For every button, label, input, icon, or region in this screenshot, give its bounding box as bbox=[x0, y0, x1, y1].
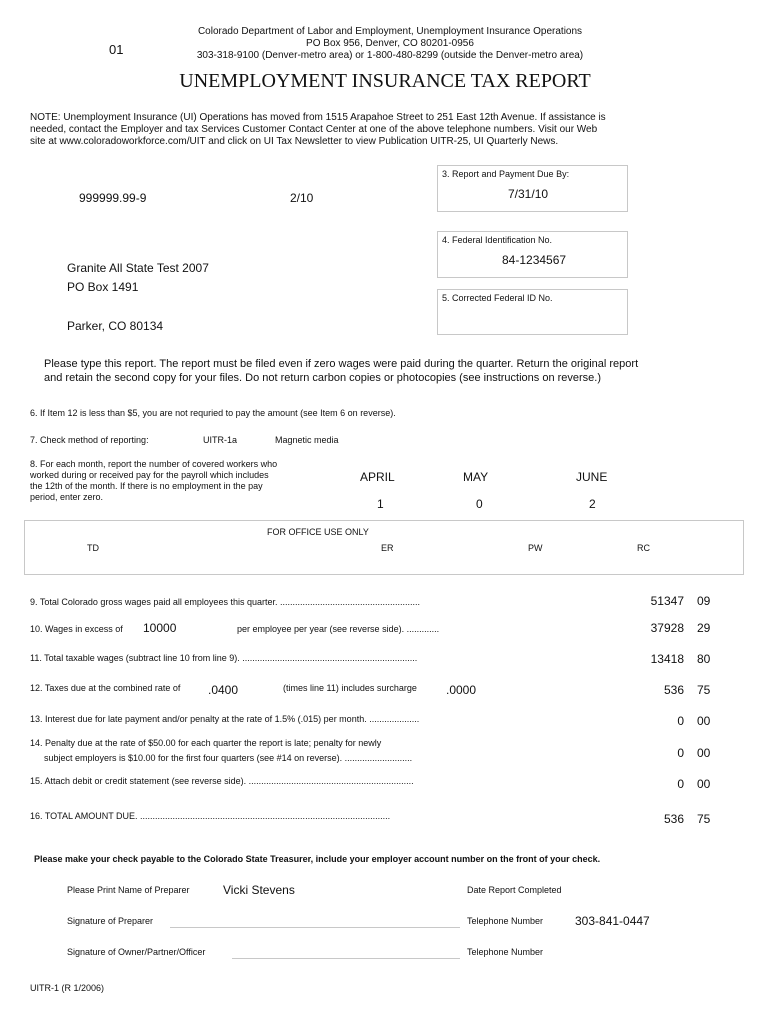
corrected-id-label: 5. Corrected Federal ID No. bbox=[442, 293, 553, 303]
line-9-dollars[interactable]: 51347 bbox=[650, 594, 684, 608]
account-number: 999999.99-9 bbox=[79, 191, 147, 205]
month-may-label: MAY bbox=[463, 470, 489, 484]
item-6-text: 6. If Item 12 is less than $5, you are not requried to pay the amount (see Item 6 on reverse). bbox=[30, 408, 396, 418]
owner-signature-label: Signature of Owner/Partner/Officer bbox=[67, 947, 206, 957]
item-8-line-4: period, enter zero. bbox=[30, 492, 104, 502]
line-12-cents[interactable]: 75 bbox=[697, 683, 711, 697]
corrected-id-box[interactable] bbox=[437, 289, 628, 335]
item-7-label: 7. Check method of reporting: bbox=[30, 435, 149, 445]
instructions-line-1: Please type this report. The report must be filed even if zero wages were paid during the quarter. Return the original report bbox=[44, 358, 639, 370]
line-16-label: 16. TOTAL AMOUNT DUE. .................................................................................................... bbox=[30, 811, 391, 821]
page-title: UNEMPLOYMENT INSURANCE TAX REPORT bbox=[179, 70, 591, 92]
line-14-dollars[interactable]: 0 bbox=[677, 746, 684, 760]
preparer-telephone-value[interactable]: 303-841-0447 bbox=[575, 914, 650, 928]
line-14-label-a: 14. Penalty due at the rate of $50.00 for each quarter the report is late; penalty for newly bbox=[30, 738, 382, 748]
line-9-cents[interactable]: 09 bbox=[697, 594, 711, 608]
line-12-surcharge[interactable]: .0000 bbox=[446, 683, 477, 697]
month-april-count[interactable]: 1 bbox=[377, 497, 384, 511]
line-12-label-b: (times line 11) includes surcharge bbox=[283, 683, 417, 693]
due-date-box[interactable] bbox=[437, 165, 628, 212]
office-td: TD bbox=[87, 543, 99, 553]
report-period: 2/10 bbox=[290, 191, 314, 205]
agency-header bbox=[160, 26, 620, 62]
item-8-line-1: 8. For each month, report the number of covered workers who bbox=[30, 459, 278, 469]
preparer-signature-line[interactable] bbox=[170, 927, 460, 928]
office-use-title: FOR OFFICE USE ONLY bbox=[267, 527, 369, 537]
instructions-block bbox=[44, 357, 638, 385]
federal-id-value: 84-1234567 bbox=[502, 253, 567, 267]
line-14-label-b: subject employers is $10.00 for the first four quarters (see #14 on reverse). ........................... bbox=[44, 753, 413, 763]
agency-line-3: 303-318-9100 (Denver-metro area) or 1-800-480-8299 (outside the Denver-metro area) bbox=[196, 50, 584, 61]
note-line-3: site at www.coloradoworkforce.com/UIT and click on UI Tax Newsletter to view Publication UITR-25, UI Quarterly News. bbox=[30, 136, 559, 147]
federal-id-label: 4. Federal Identification No. bbox=[442, 235, 553, 245]
month-june-count[interactable]: 2 bbox=[589, 497, 596, 511]
preparer-telephone-label: Telephone Number bbox=[467, 916, 544, 926]
federal-id-box[interactable] bbox=[437, 231, 628, 278]
item-7-option-uitr[interactable]: UITR-1a bbox=[203, 435, 238, 445]
line-10-dollars[interactable]: 37928 bbox=[650, 621, 684, 635]
employer-address: PO Box 1491 bbox=[67, 280, 139, 294]
line-12-dollars[interactable]: 536 bbox=[663, 683, 684, 697]
line-13-label: 13. Interest due for late payment and/or penalty at the rate of 1.5% (.015) per month. .................... bbox=[30, 714, 420, 724]
date-completed-label: Date Report Completed bbox=[467, 885, 562, 895]
note-line-1: NOTE: Unemployment Insurance (UI) Operations has moved from 1515 Arapahoe Street to 251 East 12th Avenue. If assistance is bbox=[30, 112, 606, 123]
line-13-cents[interactable]: 00 bbox=[697, 714, 711, 728]
month-may-count[interactable]: 0 bbox=[476, 497, 483, 511]
due-date-label: 3. Report and Payment Due By: bbox=[442, 169, 570, 179]
office-er: ER bbox=[381, 543, 394, 553]
line-11-cents[interactable]: 80 bbox=[697, 652, 711, 666]
item-8-line-3: the 12th of the month. If there is no employment in the pay bbox=[30, 481, 263, 491]
line-10-label-a: 10. Wages in excess of bbox=[30, 624, 123, 634]
line-14-cents[interactable]: 00 bbox=[697, 746, 711, 760]
preparer-signature-label: Signature of Preparer bbox=[67, 916, 154, 926]
employer-city-state-zip: Parker, CO 80134 bbox=[67, 319, 164, 333]
item-7-option-magnetic[interactable]: Magnetic media bbox=[275, 435, 339, 445]
due-date-value: 7/31/10 bbox=[508, 187, 549, 201]
month-june-label: JUNE bbox=[576, 470, 608, 484]
agency-line-2: PO Box 956, Denver, CO 80201-0956 bbox=[306, 38, 474, 49]
preparer-name-label: Please Print Name of Preparer bbox=[67, 885, 190, 895]
line-15-label: 15. Attach debit or credit statement (see reverse side). .................................................................. bbox=[30, 776, 414, 786]
line-16-cents[interactable]: 75 bbox=[697, 812, 711, 826]
office-rc: RC bbox=[637, 543, 650, 553]
line-13-dollars[interactable]: 0 bbox=[677, 714, 684, 728]
instructions-line-2: and retain the second copy for your files. Do not return carbon copies or photocopies (see instructions on reverse.) bbox=[44, 372, 602, 384]
line-9-label: 9. Total Colorado gross wages paid all employees this quarter. ........................................................ bbox=[30, 597, 421, 607]
line-12-label-a: 12. Taxes due at the combined rate of bbox=[30, 683, 181, 693]
line-11-dollars[interactable]: 13418 bbox=[650, 652, 684, 666]
line-10-cents[interactable]: 29 bbox=[697, 621, 711, 635]
form-id-footer: UITR-1 (R 1/2006) bbox=[30, 983, 105, 993]
line-11-label: 11. Total taxable wages (subtract line 10 from line 9). ...................................................................... bbox=[30, 653, 418, 663]
line-15-cents[interactable]: 00 bbox=[697, 777, 711, 791]
owner-telephone-label: Telephone Number bbox=[467, 947, 544, 957]
note-line-2: needed, contact the Employer and tax Services Customer Contact Center at one of the above telephone numbers. Visit our Web bbox=[30, 124, 598, 135]
employer-name: Granite All State Test 2007 bbox=[67, 261, 209, 275]
line-16-dollars[interactable]: 536 bbox=[663, 812, 684, 826]
item-8-line-2: worked during or received pay for the payroll which includes bbox=[30, 470, 269, 480]
line-10-wage-limit[interactable]: 10000 bbox=[143, 621, 177, 635]
office-pw: PW bbox=[528, 543, 543, 553]
item-8-text bbox=[30, 459, 277, 503]
line-15-dollars[interactable]: 0 bbox=[677, 777, 684, 791]
line-10-label-b: per employee per year (see reverse side). ............. bbox=[237, 624, 440, 634]
line-12-rate[interactable]: .0400 bbox=[208, 683, 239, 697]
month-april-label: APRIL bbox=[360, 470, 395, 484]
payable-note: Please make your check payable to the Colorado State Treasurer, include your employer account number on the front of your check. bbox=[34, 854, 601, 864]
note-block bbox=[30, 112, 606, 148]
preparer-name-value[interactable]: Vicki Stevens bbox=[223, 883, 295, 897]
agency-line-1: Colorado Department of Labor and Employment, Unemployment Insurance Operations bbox=[197, 26, 583, 37]
form-code-top: 01 bbox=[109, 42, 124, 57]
owner-signature-line[interactable] bbox=[232, 958, 460, 959]
office-use-box bbox=[24, 520, 744, 575]
